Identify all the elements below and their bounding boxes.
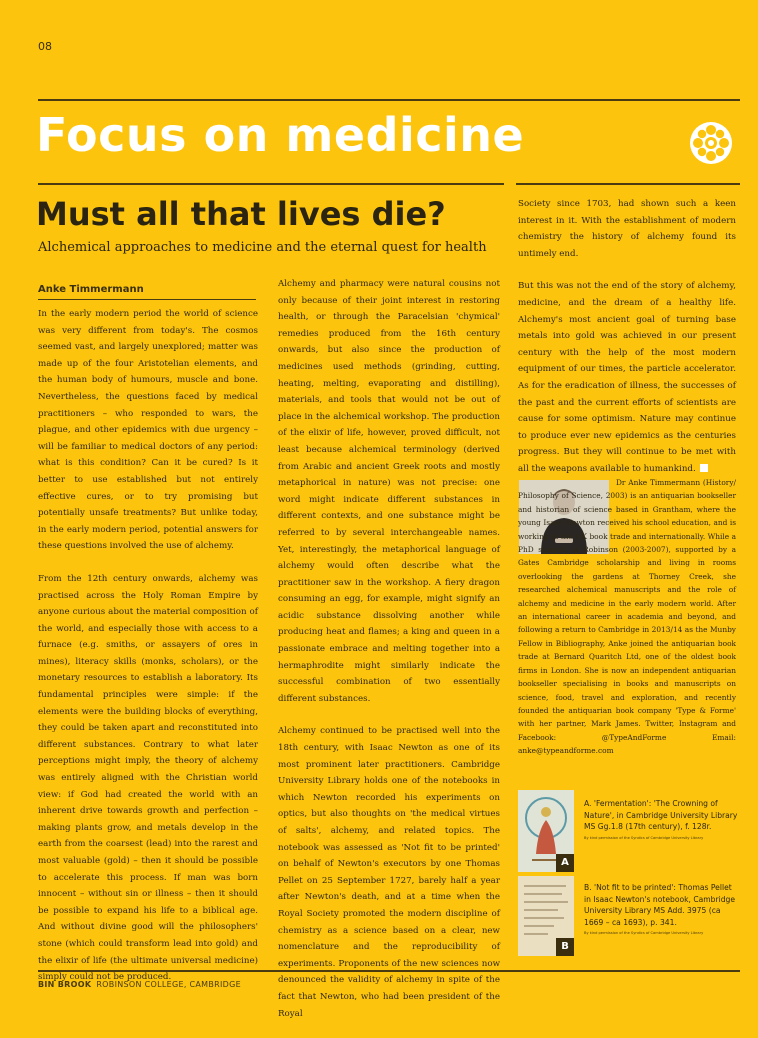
- figure-a-letter: A: [556, 854, 574, 872]
- figure-a-image: [518, 790, 574, 872]
- figure-b-caption: [584, 882, 738, 936]
- top-rule: [38, 99, 740, 101]
- figure-a-caption: [584, 798, 738, 841]
- photo-indent-spacer: [518, 484, 616, 485]
- section-title: Focus on medicine: [36, 108, 525, 162]
- article-subheadline: Alchemical approaches to medicine and the eternal quest for health: [38, 240, 487, 255]
- mid-rule: [38, 183, 504, 185]
- paragraph: Society since 1703, had shown such a keen interest in it. With the establishment of modern chemistry the history of alchemy found its untimely end.: [518, 199, 736, 259]
- caption-credit: By kind permission of the Syndics of Cambridge University Library: [584, 931, 704, 935]
- footer-publication: BIN BROOK: [38, 980, 92, 989]
- flower-ring-icon: [688, 120, 734, 166]
- paragraph-text: But this was not the end of the story of alchemy, medicine, and the dream of a healthy life. Alchemy's most ancient goal of turning base metals into gold was achieved in our present century with the help of the most modern equipment of our times, the particle accelerator. As for the eradication of illness, the successes of the past and the current efforts of scientists are cause for some optimism. Nature may continue to produce ever new epidemics as the centuries progress. But they will continue to be met with all the weapons available to humankind.: [518, 281, 736, 474]
- paragraph: From the 12th century onwards, alchemy was practised across the Holy Roman Empire by anyone curious about the material composition of the world, and especially those with access to a furnace (e.g. smiths, or assayers of ores in mines), literacy skills (monks, scholars), or the monetary resources to establish a laboratory. Its fundamental principles were simple: if the elements were the building blocks of everything, they could be taken apart and reconstituted into different substances. Contrary to what later perceptions might imply, the theory of alchemy was entirely aligned with the Christian world view: if God had created the world with an inherent drive towards growth and perfection – making plants grow, and metals develop in the earth from the coarsest (lead) into the rarest and most valuable (gold) – then it should be possible to accelerate this process. If man was born innocent – without sin or illness – then it should be possible to expand his life to a biblical age. And without divine good will the philosophers' stone (which could transform lead into gold) and the elixir of life (the ultimate universal medicine) simply could not be produced.: [38, 573, 258, 983]
- bottom-rule: [38, 970, 740, 972]
- figure-b-image: [518, 876, 574, 956]
- author-byline: Anke Timmermann: [38, 284, 256, 300]
- caption-credit: By kind permission of the Syndics of Cambridge University Library: [584, 835, 704, 840]
- figure-b-letter: B: [556, 938, 574, 956]
- paragraph: [518, 278, 736, 477]
- footer-college: ROBINSON COLLEGE, CAMBRIDGE: [96, 980, 241, 989]
- right-rule: [516, 183, 740, 185]
- caption-text: B. 'Not fit to be printed': Thomas Pellet in Isaac Newton's notebook, Cambridge University Library MS Add. 3975 (ca 1669 – ca 1693), p. 341.: [584, 883, 736, 927]
- caption-text: A. 'Fermentation': 'The Crowning of Nature', in Cambridge University Library MS Gg.1.8 (17th century), f. 128r.: [584, 799, 738, 831]
- end-of-article-mark: [700, 464, 708, 472]
- paragraph: Alchemy and pharmacy were natural cousins not only because of their joint interest in restoring health, or through the Paracelsian 'chymical' remedies produced from the 16th century onwards, but also since the production of medicines used methods (grinding, cutting, heating, melting, evaporating and distilling), materials, and tools that would not be out of place in the alchemical workshop. The production of the elixir of life, however, proved difficult, not least because alchemical terminology (derived from Arabic and ancient Greek roots and mostly metaphorical in nature) was not precise: one word might indicate different substances in different contexts, and one substance might be referred to by several interchangeable names. Yet, interestingly, the metaphorical language of alchemy would often describe what the practitioner saw in the workshop. A fiery dragon consuming an egg, for example, might signify an acidic substance dissolving another while producing heat and flames; a king and queen in a passionate embrace and melting together into a hermaphrodite might similarly indicate the successful combination of two essentially different substances.: [278, 279, 500, 704]
- paragraph: Alchemy continued to be practised well into the 18th century, with Isaac Newton as one of its most prominent later practitioners. Cambridge University Library holds one of the notebooks in which Newton recorded his experiments on optics, but also thoughts on 'the medical virtues of salts', alchemy, and related topics. The notebook was assessed as 'Not fit to be printed' on behalf of Newton's executors by one Thomas Pellet on 25 September 1727, barely half a year after Newton's death, and at a time when the Royal Society promoted the modern discipline of chemistry as a science based on a clear, new nomenclature and the reproducibility of experiments. Proponents of the new sciences now denounced the validity of alchemy in spite of the fact that Newton, who had been president of the Royal: [278, 726, 500, 1019]
- article-column-2: [278, 276, 500, 1038]
- article-column-1: [38, 306, 258, 1002]
- author-bio-text: Dr Anke Timmermann (History/ Philosophy of Science, 2003) is an antiquarian bookseller and historian of science based in Grantham, where the young Isaac Newton received his school education, and is working in the UK book trade and internationally. While a PhD student at Robinson (2003-2007), supported by a Gates Cambridge scholarship and living in rooms overlooking the gardens at Thorney Creek, she researched alchemical manuscripts and the role of alchemy and medicine in the early modern world. After an international career in academia and beyond, and following a return to Cambridge in 2013/14 as the Munby Fellow in Bibliography, Anke joined the antiquarian book trade at Bernard Quaritch Ltd, one of the oldest book firms in London. She is now an independent antiquarian bookseller specialising in books and manuscripts on science, food, travel and exploration, and recently founded the antiquarian book company 'Type & Forme' with her partner, Mark James. Twitter, Instagram and Facebook: @TypeAndForme Email: anke@typeandforme.com: [518, 478, 736, 756]
- page-footer: [38, 980, 241, 989]
- author-bio: [518, 476, 736, 758]
- article-column-3: [518, 196, 736, 494]
- paragraph: In the early modern period the world of science was very different from today's. The cosmos seemed vast, and largely unexplored; matter was made up of the four Aristotelian elements, and the human body of humours, muscle and bone. Nevertheless, the questions faced by medical practitioners – who responded to wars, the plague, and other epidemics with due urgency – will be familiar to medical doctors of any period: what is this condition? Can it be cured? Is it better to use established but not entirely effective cures, or to try promising but potentially unsafe treatments? But unlike today, in the early modern period, potential answers for these questions involved the use of alchemy.: [38, 309, 258, 552]
- article-headline: Must all that lives die?: [36, 195, 446, 233]
- page-number: 08: [38, 40, 52, 53]
